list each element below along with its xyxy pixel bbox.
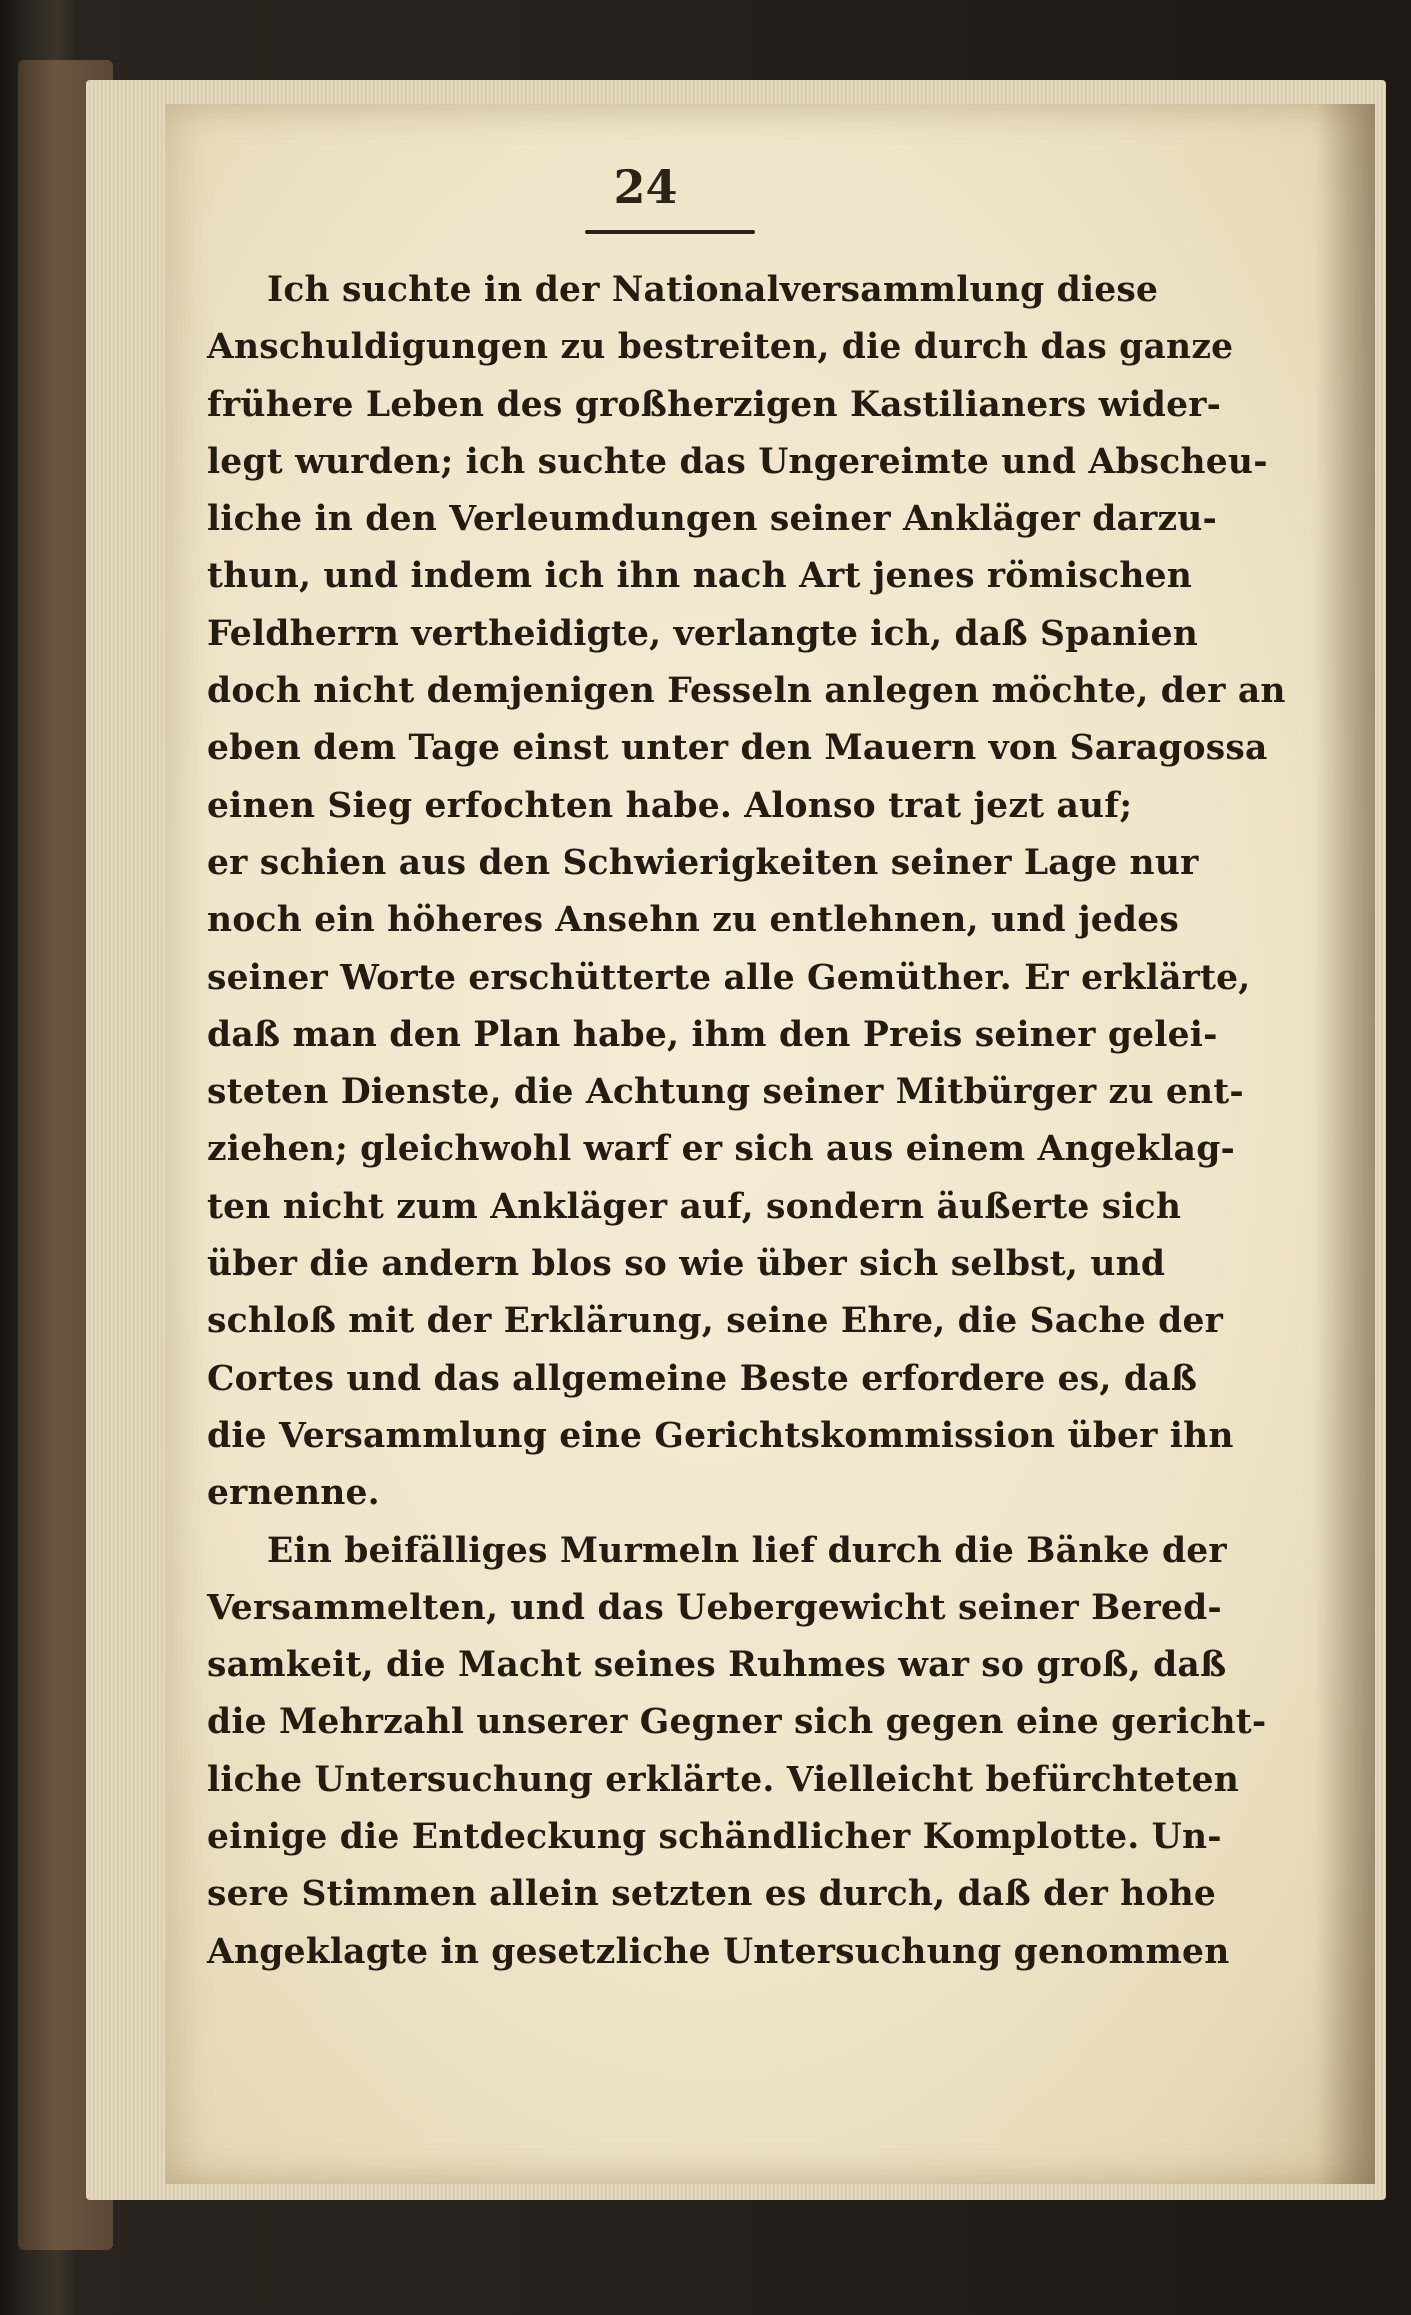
text-line: die Mehrzahl unserer Gegner sich gegen eine gericht- [207, 1702, 1267, 1743]
text-line: daß man den Plan habe, ihm den Preis seiner gelei- [207, 1014, 1218, 1055]
text-line: einige die Entdeckung schändlicher Komplotte. Un- [207, 1817, 1222, 1858]
text-line: einen Sieg erfochten habe. Alonso trat jezt auf; [207, 785, 1133, 826]
text-line: legt wurden; ich suchte das Ungereimte und Abscheu- [207, 441, 1268, 482]
text-line: liche in den Verleumdungen seiner Ankläger darzu- [207, 499, 1218, 540]
text-line: Ein beifälliges Murmeln lief durch die Bänke der [267, 1530, 1227, 1571]
page-gutter-shadow [1315, 104, 1375, 2184]
text-line: eben dem Tage einst unter den Mauern von Saragossa [207, 728, 1268, 769]
text-line: über die andern blos so wie über sich selbst, und [207, 1244, 1166, 1285]
text-line: Cortes und das allgemeine Beste erfordere es, daß [207, 1358, 1198, 1399]
text-line: Angeklagte in gesetzliche Untersuchung genommen [207, 1931, 1230, 1972]
page-number: 24 [613, 160, 678, 214]
header-rule [585, 230, 755, 234]
text-line: die Versammlung eine Gerichtskommission über ihn [207, 1415, 1234, 1456]
text-line: sere Stimmen allein setzten es durch, daß der hohe [207, 1874, 1217, 1915]
text-line: steten Dienste, die Achtung seiner Mitbürger zu ent- [207, 1072, 1244, 1113]
text-line: samkeit, die Macht seines Ruhmes war so groß, daß [207, 1645, 1227, 1686]
text-line: er schien aus den Schwierigkeiten seiner Lage nur [207, 842, 1199, 883]
text-line: ten nicht zum Ankläger auf, sondern äußerte sich [207, 1186, 1182, 1227]
text-line: Feldherrn vertheidigte, verlangte ich, daß Spanien [207, 613, 1199, 654]
text-line: schloß mit der Erklärung, seine Ehre, die Sache der [207, 1301, 1224, 1342]
text-line: seiner Worte erschütterte alle Gemüther. Er erklärte, [207, 957, 1251, 998]
text-line: liche Untersuchung erklärte. Vielleicht befürchteten [207, 1759, 1240, 1800]
text-line: ernenne. [207, 1473, 380, 1514]
text-line: doch nicht demjenigen Fesseln anlegen möchte, der an [207, 671, 1286, 712]
text-line: noch ein höheres Ansehn zu entlehnen, und jedes [207, 900, 1179, 941]
text-line: Ich suchte in der Nationalversammlung diese [267, 270, 1159, 310]
text-line: ziehen; gleichwohl warf er sich aus einem Angeklag- [207, 1129, 1236, 1170]
body-text [207, 262, 1286, 1981]
text-line: Versammelten, und das Uebergewicht seiner Bered- [207, 1587, 1222, 1628]
text-line: thun, und indem ich ihn nach Art jenes römischen [207, 556, 1193, 597]
text-line: frühere Leben des großherzigen Kastilianers wider- [207, 384, 1222, 425]
text-line: Anschuldigungen zu bestreiten, die durch das ganze [207, 327, 1234, 368]
